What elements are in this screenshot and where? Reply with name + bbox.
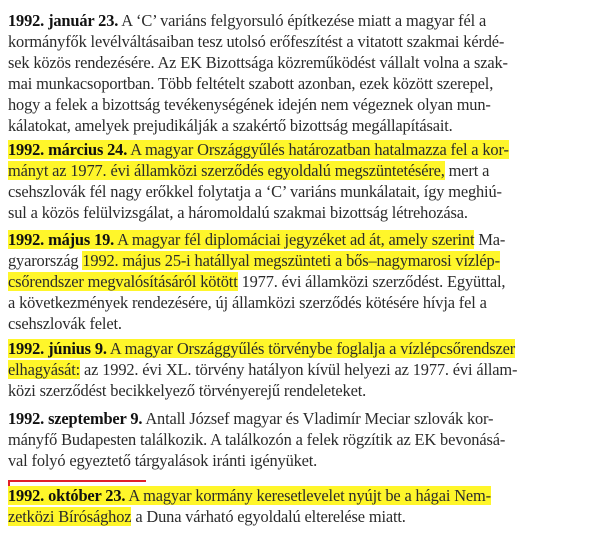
entry-text: A magyar kormány keresetlevelet nyújt be a hágai Nem- (128, 486, 491, 505)
entry-text: A magyar fél diplomáciai jegyzéket ad át, amely szerint (117, 230, 475, 249)
entry-line: sul a közös felülvizsgálat, a háromoldalú szakmai bizottság létrehozása. (8, 203, 468, 222)
entry-text: A ‘C’ variáns felgyorsuló építkezése miatt a magyar fél a (121, 11, 487, 30)
highlighted-text: mányt az 1977. évi államközi szerződés egyoldalú megszüntetésére, (8, 161, 445, 180)
entry-line: csehszlovák fél nagy erőkkel folytatja a ‘C’ variáns munkálatait, így meghiú- (8, 182, 502, 201)
entry-line: a következmények rendezésére, új államközi szerződés kötésére hívja fel a (8, 293, 487, 312)
highlighted-text: zetközi Bírósághoz (8, 507, 132, 526)
entry-line: mai munkacsoportban. Több feltételt szabott azonban, ezek között szerepel, (8, 74, 494, 93)
entry-line (8, 160, 489, 182)
entry-line: közi szerződést becikkelyező törvényerejű rendeleteket. (8, 381, 367, 400)
entry-date: 1992. május 19. (8, 230, 115, 249)
entry-date: 1992. október 23. (8, 486, 126, 505)
entry-line (8, 506, 406, 528)
highlighted-text: 1992. május 25-i hatállyal megszünteti a bős–nagymarosi vízlép- (82, 251, 500, 270)
highlighted-text: csőrendszer megvalósításáról kötött (8, 272, 238, 291)
entry-text: Antall József magyar és Vladimír Meciar szlovák kor- (145, 409, 494, 428)
entry-line: val folyó egyeztető tárgyalások iránti igényüket. (8, 451, 318, 470)
entry-line (8, 229, 505, 251)
entry-line (8, 271, 505, 293)
entry-text: 1977. évi államközi szerződést. Együttal, (237, 272, 506, 291)
entry-line (8, 408, 493, 430)
highlighted-text (8, 140, 509, 159)
highlighted-text (8, 339, 515, 358)
entry-line: sek közös rendezésére. Az EK Bizottsága közreműködést vállalt volna a szak- (8, 53, 508, 72)
entry-text: A magyar Országgyűlés törvénybe foglalja a vízlépcsőrendszer (109, 339, 516, 358)
entry-line (8, 139, 509, 161)
entry-line (8, 359, 517, 381)
entry-line (8, 250, 500, 272)
entry-line: mányfő Budapesten találkozik. A találkozón a felek rögzítik az EK bevonásá- (8, 430, 506, 449)
entry-text: Ma- (474, 230, 506, 249)
entry-text: az 1992. évi XL. törvény hatályon kívül helyezi az 1977. évi állam- (80, 360, 518, 379)
entry-text: mert a (444, 161, 490, 180)
entry-line (8, 338, 515, 360)
red-bracket-mark-horizontal (8, 480, 146, 482)
entry-date: 1992. január 23. (8, 11, 119, 30)
highlighted-text (8, 486, 491, 505)
entry-text: A magyar Országgyűlés határozatban hatalmazza fel a kor- (130, 140, 509, 159)
entry-date: 1992. szeptember 9. (8, 409, 143, 428)
entry-line: csehszlovák felet. (8, 314, 122, 333)
entry-line: kormányfők levélváltásaiban tesz utolsó erőfeszítést a vitatott szakmai kérdé- (8, 32, 505, 51)
entry-line (8, 485, 491, 507)
entry-line (8, 10, 486, 32)
entry-text: gyarország (8, 251, 83, 270)
entry-date: 1992. június 9. (8, 339, 107, 358)
entry-line: hogy a felek a bizottság tevékenységének idején nem végeznek olyan mun- (8, 95, 491, 114)
entry-text: a Duna várható egyoldalú elterelése miatt. (131, 507, 406, 526)
highlighted-text: elhagyását: (8, 360, 81, 379)
highlighted-text (8, 230, 474, 249)
entry-line: kálatokat, amelyek prejudikálják a szakértő bizottság megállapításait. (8, 116, 453, 135)
entry-date: 1992. március 24. (8, 140, 128, 159)
